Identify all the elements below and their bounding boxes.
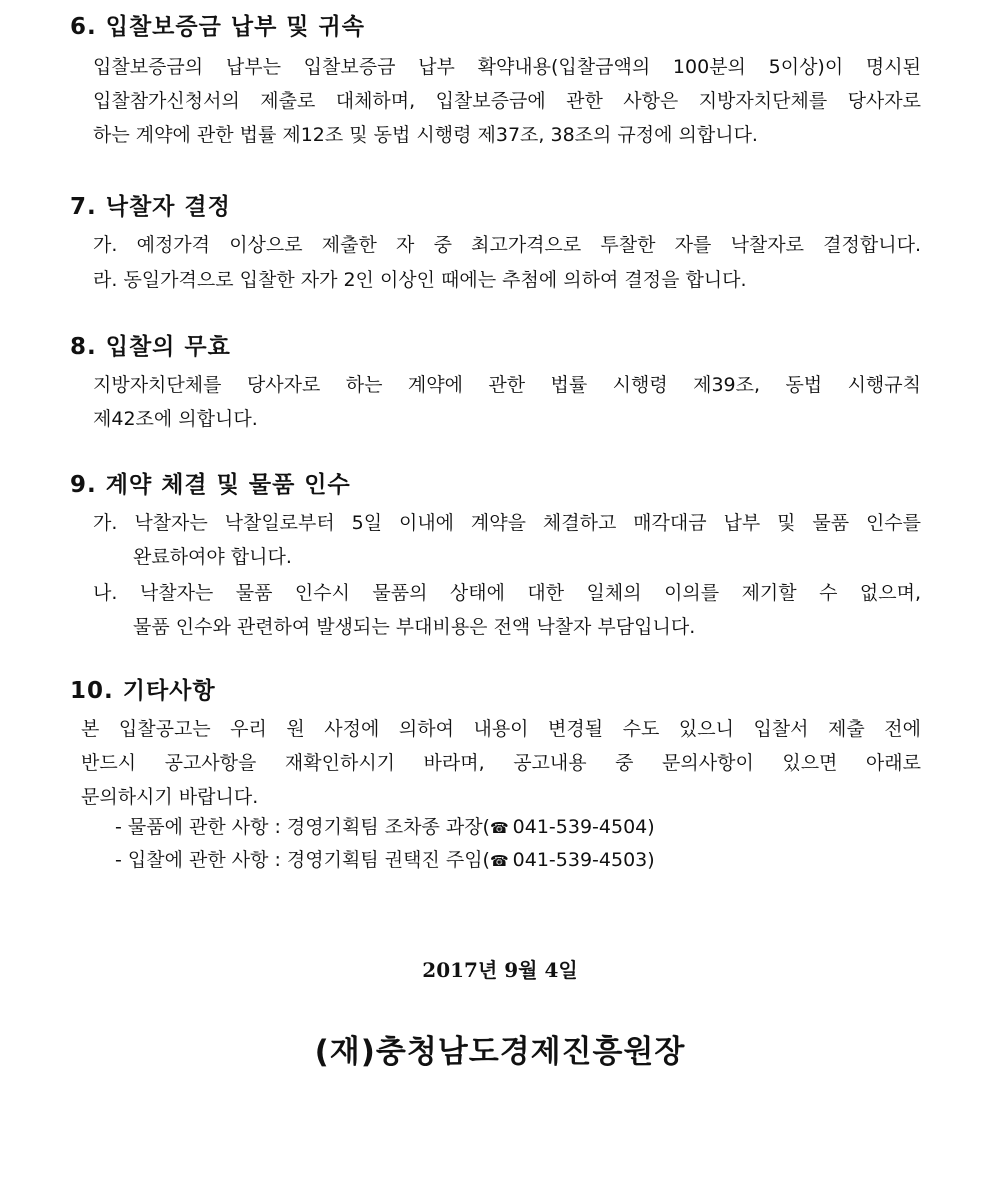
section-6-line: 하는 계약에 관한 법률 제12조 및 동법 시행령 제37조, 38조의 규정에 의합니다. [93,124,758,146]
contact-line [115,843,655,878]
section-6-body [93,50,921,152]
list-marker: 가. [93,234,118,256]
section-6-line: 입찰참가신청서의 제출로 대체하며, 입찰보증금에 관한 사항은 지방자치단체를 당사자로 [93,90,921,112]
list-marker: 가. [93,512,118,534]
section-6-line: 입찰보증금의 납부는 입찰보증금 납부 확약내용(입찰금액의 100분의 5이상)이 명시된 [93,56,921,78]
section-9-item [93,506,921,574]
section-10-line: 반드시 공고사항을 재확인하시기 바라며, 공고내용 중 문의사항이 있으면 아래로 [81,752,921,774]
section-9-item-line [93,576,921,610]
list-item-text: 낙찰자는 물품 인수시 물품의 상태에 대한 일체의 이의를 제기할 수 없으며, [139,582,921,604]
section-10-body [81,712,921,814]
contact-prefix: - 입찰에 관한 사항 : 경영기획팀 권택진 주임( [115,849,490,871]
contact-phone: 041-539-4503) [512,849,655,871]
telephone-icon: ☎ [489,819,509,837]
section-7-item [93,263,921,297]
section-10-line: 본 입찰공고는 우리 원 사정에 의하여 내용이 변경될 수도 있으니 입찰서 제출 전에 [81,718,921,740]
section-9-title: 9. 계약 체결 및 물품 인수 [70,472,351,498]
section-7-title: 7. 낙찰자 결정 [70,194,231,220]
contact-phone: 041-539-4504) [512,816,655,838]
list-item-continuation: 완료하여야 합니다. [133,546,292,568]
announcement-date: 2017년 9월 4일 [422,958,578,982]
list-marker: 라. [93,269,118,291]
section-8-line: 지방자치단체를 당사자로 하는 계약에 관한 법률 시행령 제39조, 동법 시행규칙 [93,374,921,396]
section-10-line: 문의하시기 바랍니다. [81,786,259,808]
section-8-title: 8. 입찰의 무효 [70,334,231,360]
section-9-item-line [93,506,921,540]
section-8-body [93,368,921,436]
list-marker: 나. [93,582,118,604]
section-7-item-line [93,263,921,297]
section-9-item [93,576,921,644]
section-7-item [93,228,921,262]
contact-line [115,810,655,845]
contact-prefix: - 물품에 관한 사항 : 경영기획팀 조차종 과장( [115,816,490,838]
list-item-text: 동일가격으로 입찰한 자가 2인 이상인 때에는 추첨에 의하여 결정을 합니다. [123,269,747,291]
section-10-title: 10. 기타사항 [70,678,216,704]
list-item-text: 예정가격 이상으로 제출한 자 중 최고가격으로 투찰한 자를 낙찰자로 결정합니다. [136,234,921,256]
section-7-item-line [93,228,921,262]
list-item-text: 낙찰자는 낙찰일로부터 5일 이내에 계약을 체결하고 매각대금 납부 및 물품 인수를 [134,512,922,534]
list-item-continuation: 물품 인수와 관련하여 발생되는 부대비용은 전액 낙찰자 부담입니다. [133,616,696,638]
section-6-title: 6. 입찰보증금 납부 및 귀속 [70,14,365,40]
telephone-icon: ☎ [489,852,509,870]
signer-name: (재)충청남도경제진흥원장 [314,1034,686,1070]
section-8-line: 제42조에 의합니다. [93,408,258,430]
